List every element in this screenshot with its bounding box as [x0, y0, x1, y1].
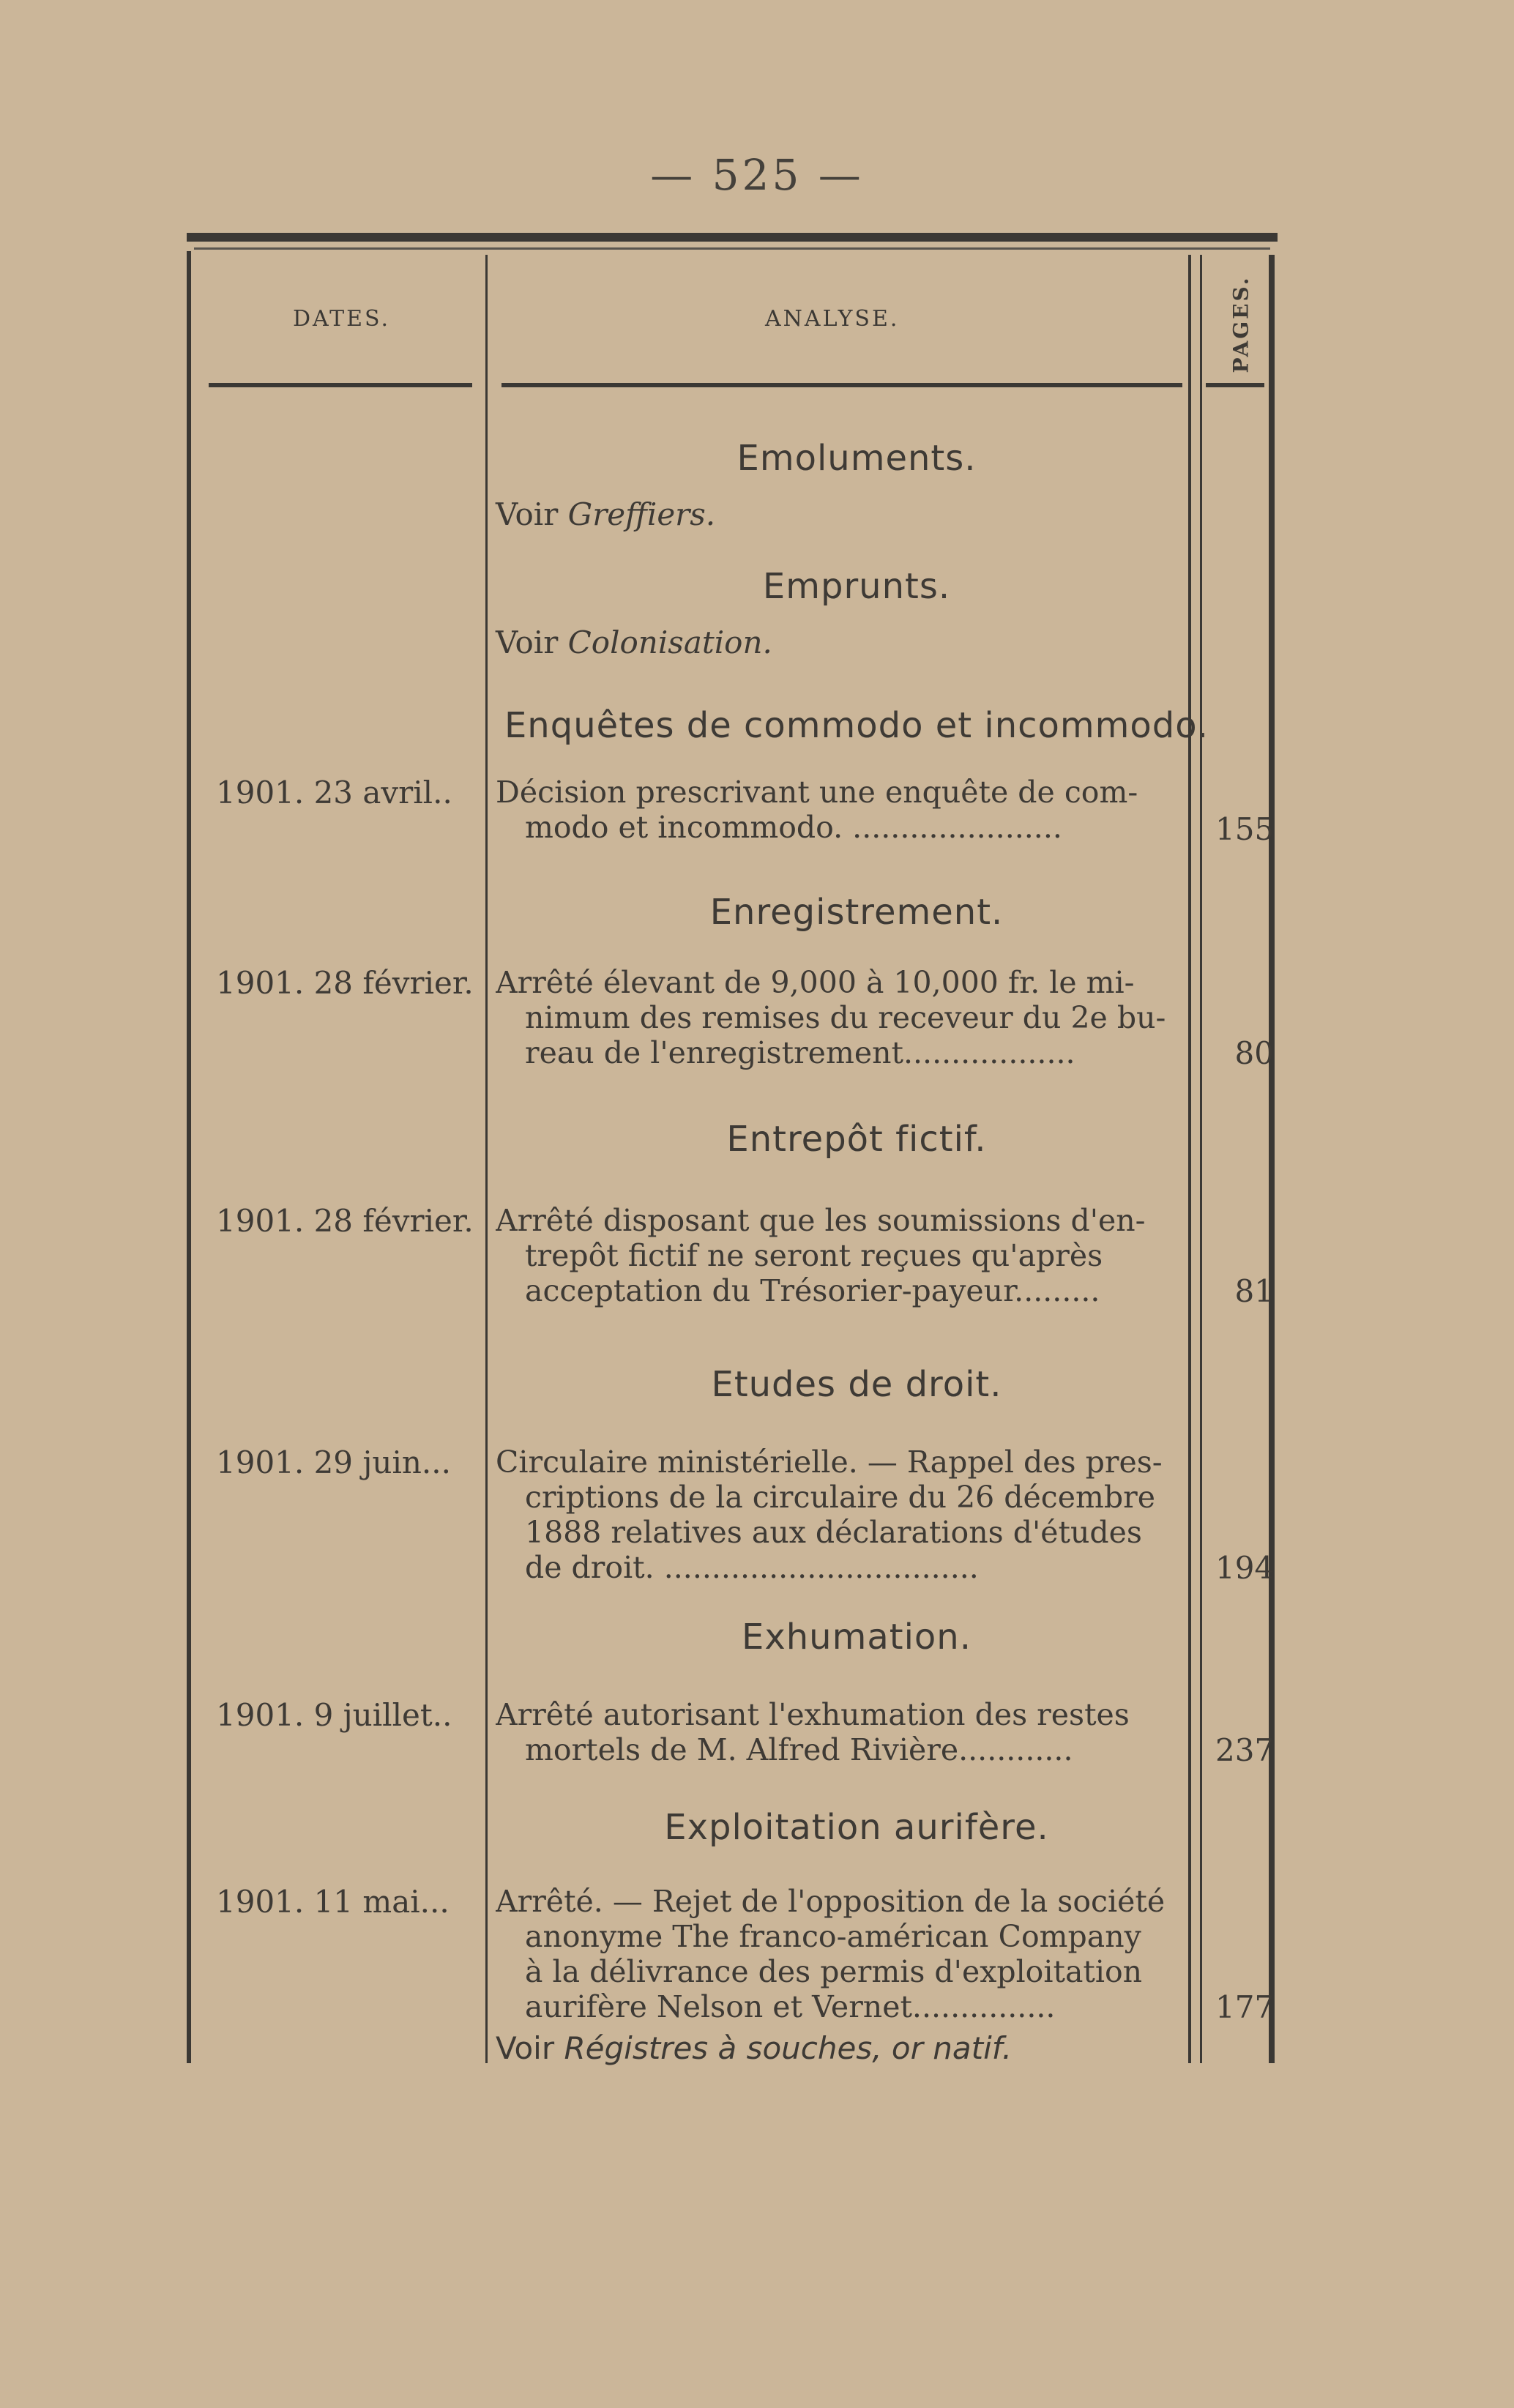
entry-analysis: Arrêté disposant que les soumissions d'en- trepôt fictif ne seront reçues qu'après acceptation du Trésorier-payeur......... — [496, 1203, 1146, 1308]
entry-date: 1901. 28 février. — [216, 1203, 474, 1239]
entry-date: 1901. 23 avril.. — [216, 775, 452, 810]
section-heading: Etudes de droit. — [711, 1364, 1002, 1405]
entry-analysis: Décision prescrivant une enquête de com- modo et incommodo. ...................... — [496, 775, 1138, 845]
entry-page: 80 — [1234, 1035, 1274, 1071]
header-pages: PAGES. — [1228, 275, 1253, 373]
section-heading: Exploitation aurifère. — [664, 1807, 1049, 1848]
entry-page: 194 — [1215, 1550, 1275, 1586]
see-also: Voir Régistres à souches, or natif. — [496, 2030, 1013, 2066]
section-heading: Emprunts. — [762, 566, 951, 607]
entry-date: 1901. 28 février. — [216, 965, 474, 1001]
header-analyse: ANALYSE. — [765, 306, 900, 332]
entry-date: 1901. 9 juillet.. — [216, 1697, 452, 1733]
entry-analysis: Arrêté élevant de 9,000 à 10,000 fr. le mi- nimum des remises du receveur du 2e bu- reau de l'enregistrement.................. — [496, 965, 1166, 1070]
entry-date: 1901. 11 mai... — [216, 1884, 450, 1920]
header-dates: DATES. — [293, 306, 391, 332]
section-heading: Exhumation. — [742, 1617, 972, 1658]
entry-date: 1901. 29 juin... — [216, 1445, 451, 1480]
entry-page: 81 — [1234, 1273, 1274, 1309]
entry-analysis: Arrêté autorisant l'exhumation des restes mortels de M. Alfred Rivière............ — [496, 1697, 1130, 1767]
section-heading: Enquêtes de commodo et incommodo. — [504, 705, 1209, 746]
section-heading: Enregistrement. — [709, 892, 1004, 933]
page-number: — 525 — — [650, 150, 864, 200]
entry-analysis: Circulaire ministérielle. — Rappel des pres- criptions de la circulaire du 26 décembre 1888 relatives aux déclarations d'études de droit. ................................. — [496, 1445, 1163, 1585]
entry-page: 237 — [1215, 1732, 1275, 1768]
section-heading: Entrepôt fictif. — [726, 1119, 987, 1160]
see-also: Voir Colonisation. — [496, 625, 772, 660]
see-also: Voir Greffiers. — [496, 496, 716, 532]
entry-analysis: Arrêté. — Rejet de l'opposition de la société anonyme The franco-américan Company à la délivrance des permis d'exploitation aurifère Nelson et Vernet............... — [496, 1884, 1166, 2024]
section-heading: Emoluments. — [737, 438, 977, 479]
entry-page: 155 — [1215, 811, 1275, 847]
entry-page: 177 — [1215, 1989, 1275, 2025]
